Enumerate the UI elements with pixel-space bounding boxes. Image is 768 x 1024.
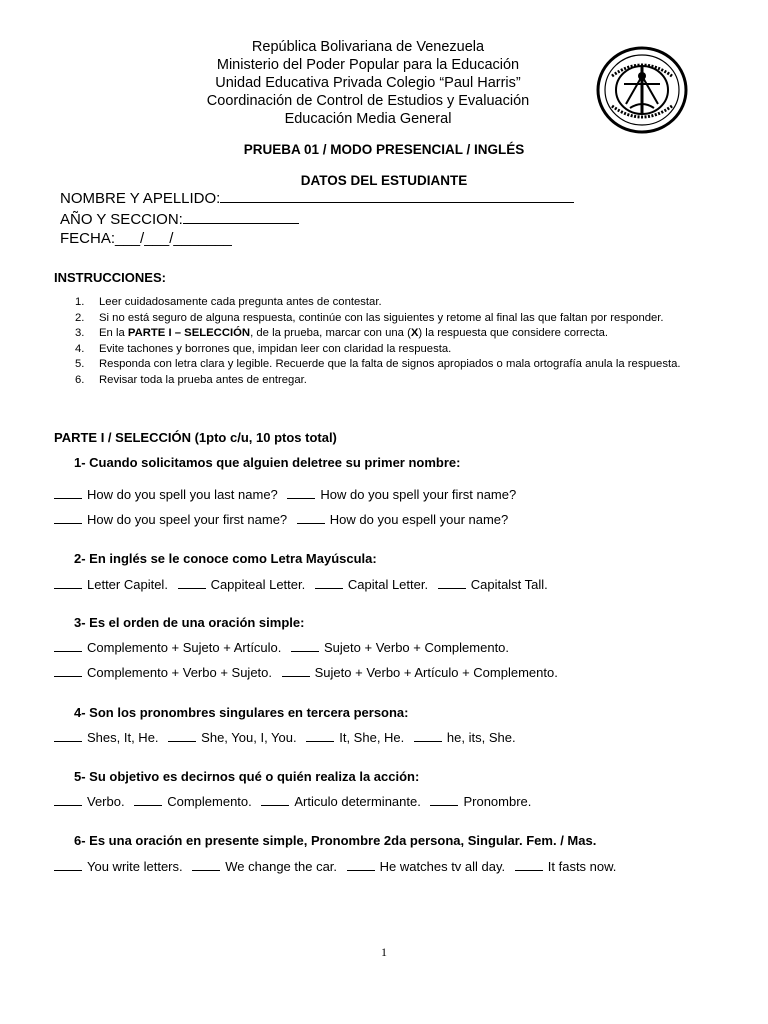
answer-blank[interactable] [287,486,315,499]
instruction-item: 6. Revisar toda la prueba antes de entregar. [75,373,307,386]
answer-blank[interactable] [315,576,343,589]
date-row [60,229,574,249]
answer-option: Shes, It, He. [54,730,159,745]
answer-option: She, You, I, You. [168,730,296,745]
question-label: 3- Es el orden de una oración simple: [74,615,305,630]
answer-option: You write letters. [54,859,183,874]
answer-blank[interactable] [430,793,458,806]
question-label: 6- Es una oración en presente simple, Pronombre 2da persona, Singular. Fem. / Mas. [74,833,597,848]
header-line: Unidad Educativa Privada Colegio “Paul Harris” [215,75,521,91]
part1-title: PARTE I / SELECCIÓN (1pto c/u, 10 ptos total) [54,430,337,445]
section-field[interactable] [183,209,299,224]
answer-option: We change the car. [192,859,337,874]
answer-blank[interactable] [297,511,325,524]
school-seal-logo [596,46,688,134]
answer-blank[interactable] [54,639,82,652]
answer-blank[interactable] [414,729,442,742]
answer-blank[interactable] [54,858,82,871]
institution-header [110,38,626,128]
header-line: Educación Media General [284,111,452,127]
answer-option: Complemento + Verbo + Sujeto. [54,665,272,680]
header-line: Coordinación de Control de Estudios y Evaluación [206,93,530,109]
answer-blank[interactable] [54,664,82,677]
page-number: 1 [381,945,387,959]
answer-option: How do you spell you last name? [54,487,278,502]
answer-blank[interactable] [134,793,162,806]
answer-blank[interactable] [347,858,375,871]
instruction-item: 2. Si no está seguro de alguna respuesta, continúe con las siguientes y retome al final las que faltan por responder. [75,311,664,324]
answer-option: It fasts now. [515,859,617,874]
answer-option: How do you speel your first name? [54,512,287,527]
answer-option: Capitalst Tall. [438,577,548,592]
answer-blank[interactable] [54,511,82,524]
question-label: 1- Cuando solicitamos que alguien deletree su primer nombre: [74,455,461,470]
answer-option: Sujeto + Verbo + Complemento. [291,640,509,655]
question-options [54,482,716,532]
answer-blank[interactable] [54,729,82,742]
date-label: FECHA: [60,230,116,247]
answer-option: How do you spell your first name? [287,487,516,502]
answer-option: It, She, He. [306,730,404,745]
answer-blank[interactable] [438,576,466,589]
name-label: NOMBRE Y APELLIDO: [60,190,221,207]
answer-blank[interactable] [54,793,82,806]
instruction-item: 1. Leer cuidadosamente cada pregunta antes de contestar. [75,296,382,308]
instruction-item: 4. Evite tachones y borrones que, impidan leer con claridad la respuesta. [75,342,452,355]
header-line: Ministerio del Poder Popular para la Educación [216,57,520,73]
question-options [54,635,614,685]
instruction-item: 5. Responda con letra clara y legible. Recuerde que la falta de signos apropiados o mala ortografía anula la respuesta. [75,358,681,370]
test-title: PRUEBA 01 / MODO PRESENCIAL / INGLÉS [243,142,525,157]
answer-option: Pronombre. [430,794,531,809]
answer-option: Articulo determinante. [261,794,420,809]
answer-blank[interactable] [261,793,289,806]
answer-option: Cappiteal Letter. [178,577,306,592]
answer-option: Complemento. [134,794,252,809]
name-field[interactable] [220,188,574,203]
name-row [60,188,574,209]
answer-option: he, its, She. [414,730,516,745]
question-options [54,854,716,879]
answer-blank[interactable] [54,576,82,589]
answer-blank[interactable] [54,486,82,499]
student-section-title: DATOS DEL ESTUDIANTE [300,173,468,188]
answer-option: He watches tv all day. [347,859,505,874]
answer-option: Capital Letter. [315,577,428,592]
date-field[interactable]: ___/___/_______ [115,230,232,247]
answer-blank[interactable] [515,858,543,871]
answer-blank[interactable] [178,576,206,589]
question-label: 4- Son los pronombres singulares en tercera persona: [74,705,409,720]
question-options [54,572,716,597]
answer-option: How do you espell your name? [297,512,509,527]
question-options [54,789,716,814]
answer-blank[interactable] [168,729,196,742]
answer-blank[interactable] [291,639,319,652]
section-row [60,209,574,230]
answer-option: Sujeto + Verbo + Artículo + Complemento. [282,665,558,680]
instruction-item: 3. En la PARTE I – SELECCIÓN, de la prueba, marcar con una (X) la respuesta que considere correcta. [75,327,609,339]
answer-blank[interactable] [282,664,310,677]
instructions-title: INSTRUCCIONES: [54,270,166,285]
instructions-list [54,295,714,388]
question-options [54,725,716,750]
question-label: 5- Su objetivo es decirnos qué o quién realiza la acción: [74,769,420,784]
answer-option: Complemento + Sujeto + Artículo. [54,640,281,655]
answer-option: Verbo. [54,794,125,809]
question-label: 2- En inglés se le conoce como Letra Mayúscula: [74,551,377,566]
answer-blank[interactable] [306,729,334,742]
student-data-form [60,188,574,249]
section-label: AÑO Y SECCION: [60,210,183,228]
answer-blank[interactable] [192,858,220,871]
header-line: República Bolivariana de Venezuela [251,39,485,55]
answer-option: Letter Capitel. [54,577,168,592]
